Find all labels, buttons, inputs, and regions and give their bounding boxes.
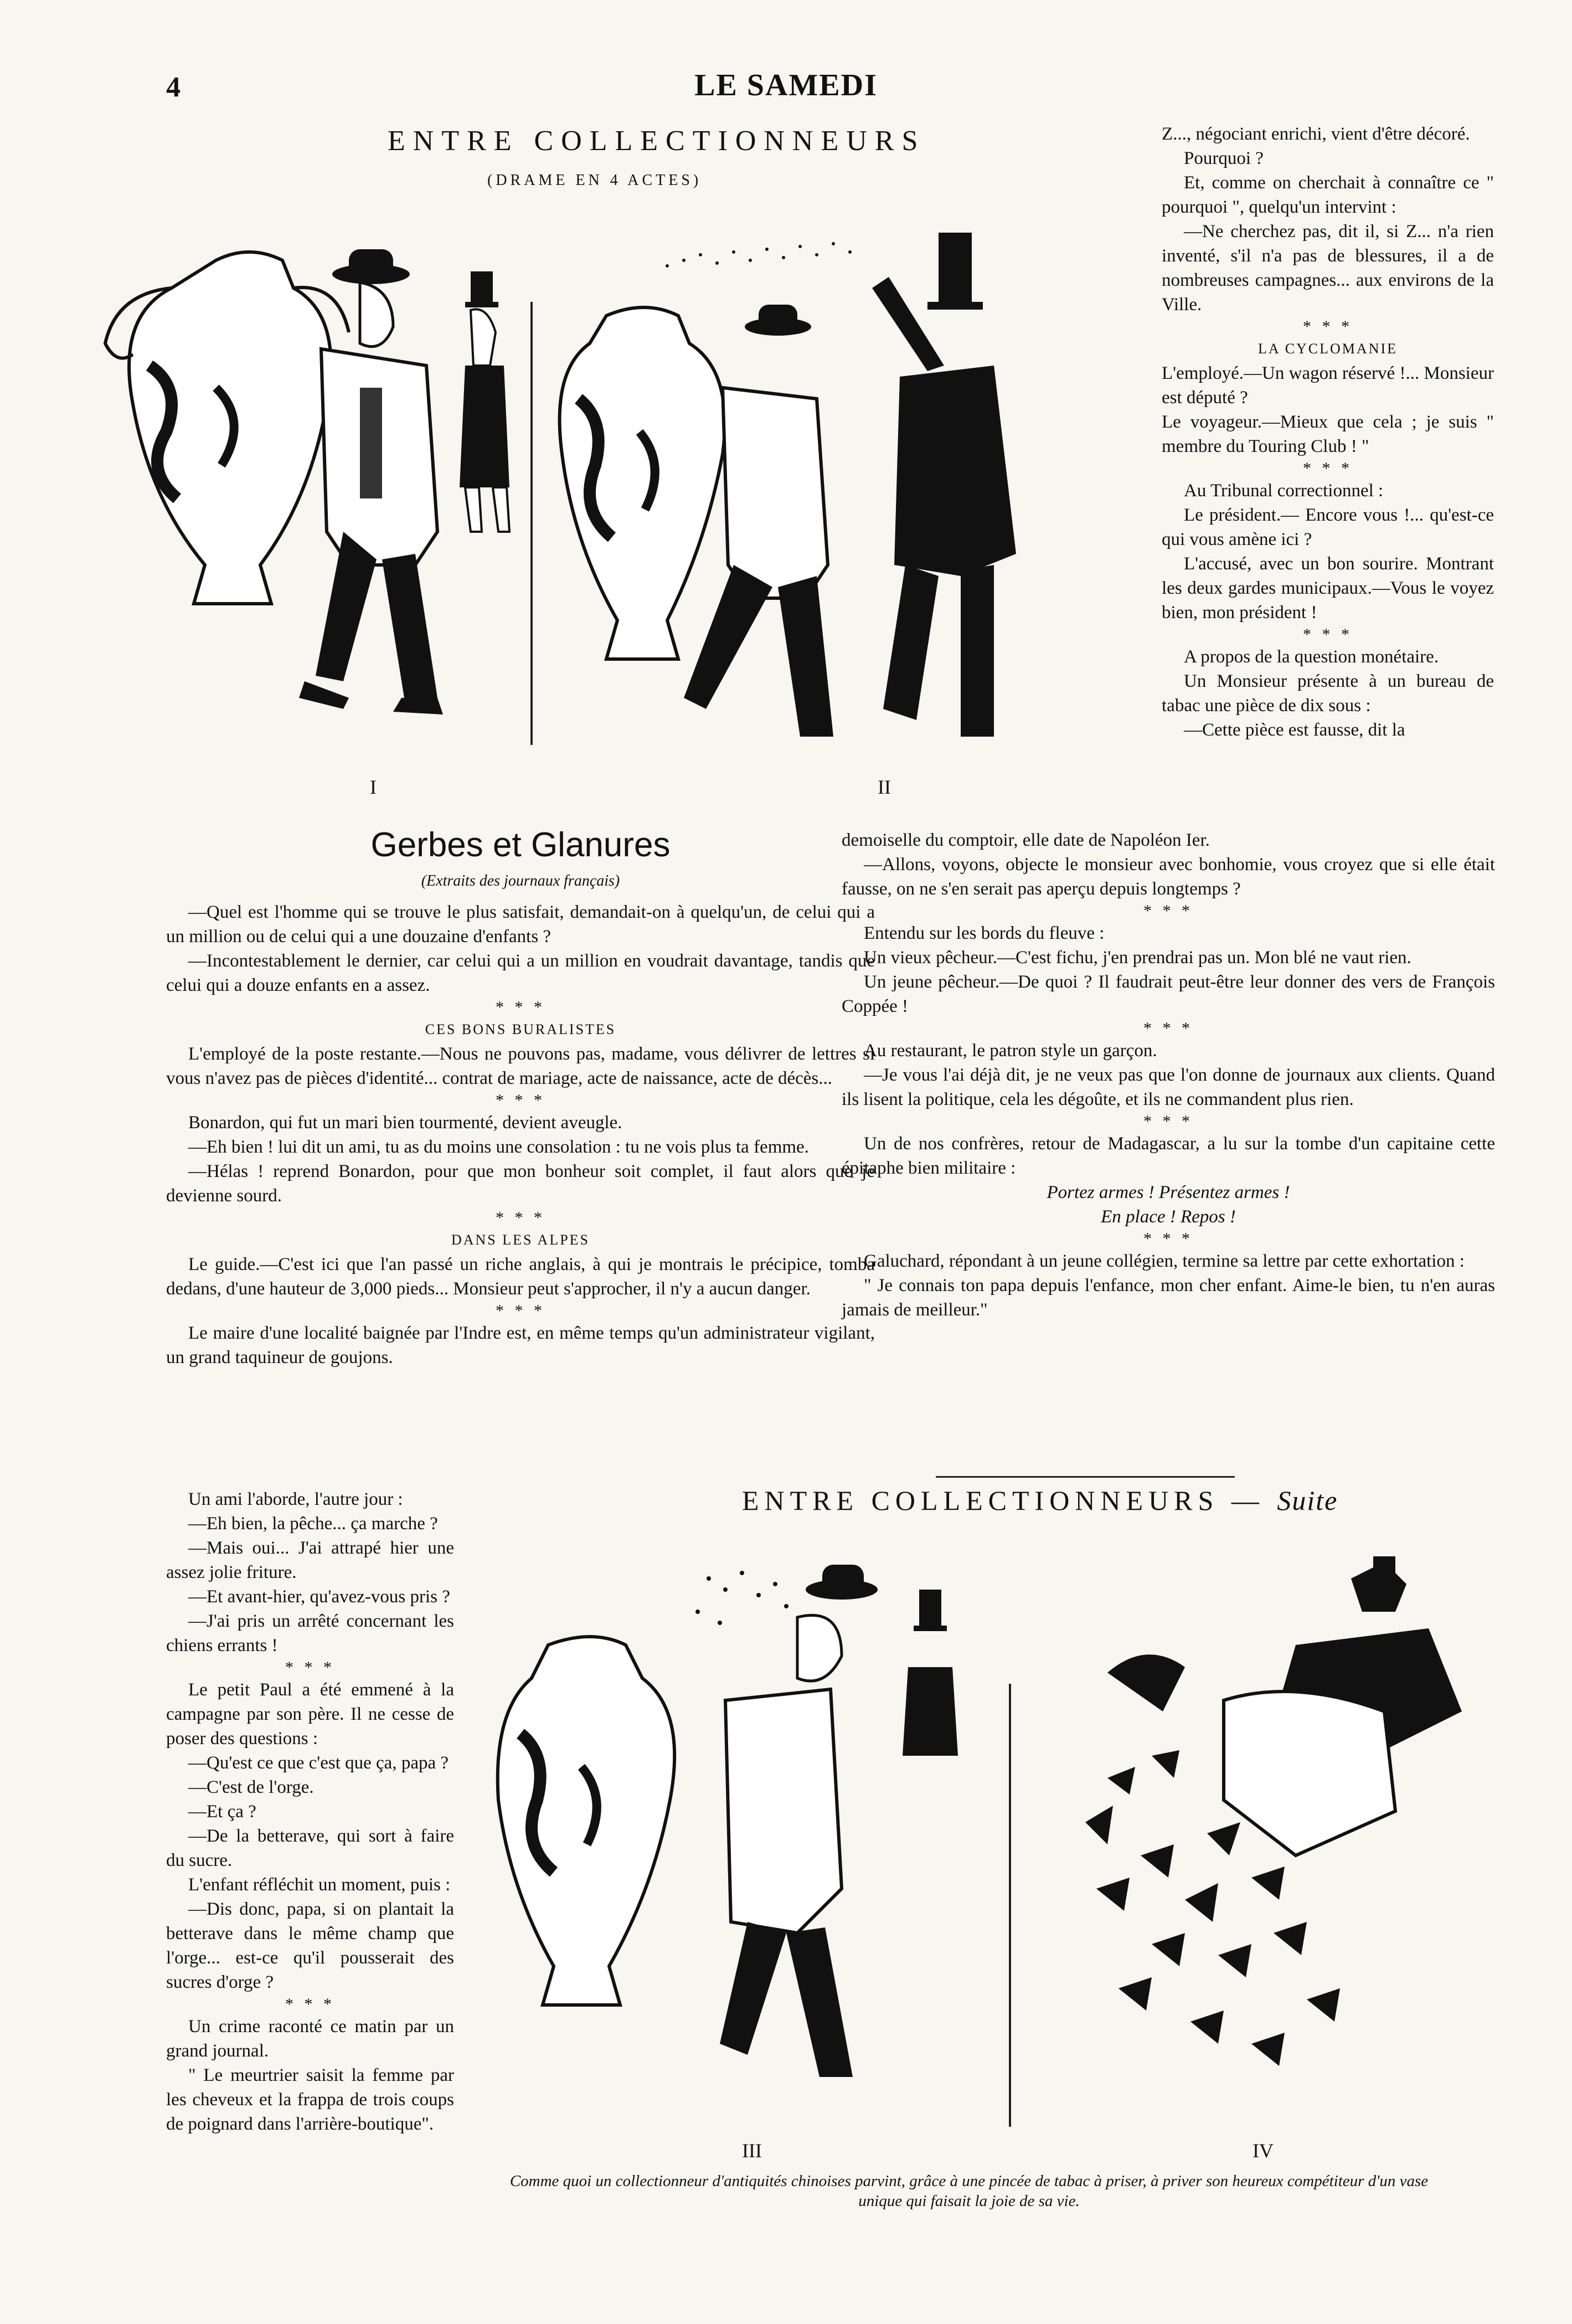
separator: * * * bbox=[496, 1302, 545, 1320]
text-paragraph: A propos de la question monétaire. bbox=[1184, 647, 1439, 667]
strip2-title-suffix: Suite bbox=[1277, 1485, 1338, 1516]
text-paragraph: Au Tribunal correctionnel : bbox=[1184, 481, 1384, 501]
strip2-title bbox=[742, 1484, 1338, 1516]
text-paragraph: Le petit Paul a été emmené à la campagne par son père. Il ne cesse de poser des questions : bbox=[166, 1680, 454, 1749]
text-paragraph: Z..., négociant enrichi, vient d'être décoré. bbox=[1162, 124, 1470, 144]
text-paragraph: " Je connais ton papa depuis l'enfance, mon cher enfant. Aime-le bien, tu n'en auras jamais de meilleur." bbox=[842, 1276, 1495, 1320]
panel-3-label: III bbox=[742, 2140, 762, 2162]
section-heading: DANS LES ALPES bbox=[451, 1232, 590, 1248]
panel-divider bbox=[530, 302, 533, 745]
text-paragraph: Le maire d'une localité baignée par l'Indre est, en même temps qu'un administrateur vigilant, un grand taquineur de goujons. bbox=[166, 1323, 875, 1367]
text-paragraph: —Dis donc, papa, si on plantait la betterave dans le même champ que l'orge... est-ce qu'il pousserait des sucres d'orge ? bbox=[166, 1899, 454, 1992]
separator: * * * bbox=[1303, 459, 1353, 477]
text-paragraph: —Incontestablement le dernier, car celui qui a un million en voudrait davantage, tandis que celui qui a douze enfants en a assez. bbox=[166, 951, 875, 995]
separator: * * * bbox=[1143, 1112, 1193, 1130]
section-title: Gerbes et Glanures bbox=[370, 826, 671, 864]
figure-caption: Comme quoi un collectionneur d'antiquités chinoises parvint, grâce à une pincée de tabac à priser, à priver son heureux compétiteur d'un vase unique qui faisait la joie de sa vie. bbox=[509, 2172, 1429, 2210]
text-paragraph: —Cette pièce est fausse, dit la bbox=[1184, 720, 1405, 740]
text-paragraph: —Et ça ? bbox=[188, 1802, 256, 1822]
text-paragraph: Un vieux pêcheur.—C'est fichu, j'en prendrai pas un. Mon blé ne vaut rien. bbox=[864, 948, 1411, 968]
epitaph-line: En place ! Repos ! bbox=[1101, 1207, 1236, 1227]
separator: * * * bbox=[1143, 1230, 1193, 1248]
text-paragraph: L'accusé, avec un bon sourire. Montrant les deux gardes municipaux.—Vous le voyez bien, mon président ! bbox=[1162, 554, 1494, 623]
text-paragraph: Un ami l'aborde, l'autre jour : bbox=[188, 1489, 403, 1509]
text-paragraph: —Et avant-hier, qu'avez-vous pris ? bbox=[188, 1587, 450, 1607]
gerbes-column bbox=[166, 900, 875, 1370]
text-paragraph: L'employé.—Un wagon réservé !... Monsieur est député ? bbox=[1162, 363, 1494, 408]
text-paragraph: Galuchard, répondant à un jeune collégien, termine sa lettre par cette exhortation : bbox=[864, 1251, 1465, 1271]
title-rule bbox=[936, 1476, 1235, 1478]
text-paragraph: Un de nos confrères, retour de Madagascar, a lu sur la tombe d'un capitaine cette épitaphe bien militaire : bbox=[842, 1134, 1495, 1178]
text-paragraph: —Je vous l'ai déjà dit, je ne veux pas que l'on donne de journaux aux clients. Quand ils lisent la politique, cela les dégoûte, et ils ne commandent plus rien. bbox=[842, 1065, 1495, 1109]
separator: * * * bbox=[285, 1658, 335, 1677]
text-paragraph: Au restaurant, le patron style un garçon. bbox=[864, 1041, 1157, 1061]
section-heading: CES BONS BURALISTES bbox=[425, 1021, 616, 1037]
masthead: LE SAMEDI bbox=[694, 68, 878, 102]
text-paragraph: —Ne cherchez pas, dit il, si Z... n'a rien inventé, s'il n'a pas de blessures, il a de nombreuses campagnes... aux environs de la Ville. bbox=[1162, 222, 1494, 315]
section-subtitle: (Extraits des journaux français) bbox=[421, 872, 620, 890]
section-heading: LA CYCLOMANIE bbox=[1257, 341, 1398, 357]
text-paragraph: L'enfant réfléchit un moment, puis : bbox=[188, 1875, 451, 1895]
text-paragraph: —Qu'est ce que c'est que ça, papa ? bbox=[188, 1753, 449, 1773]
middle-column bbox=[842, 828, 1495, 1322]
text-paragraph: Et, comme on cherchait à connaître ce " pourquoi ", quelqu'un intervint : bbox=[1162, 173, 1494, 217]
strip1-subtitle: (DRAME EN 4 ACTES) bbox=[487, 172, 702, 189]
separator: * * * bbox=[1143, 1019, 1193, 1037]
text-paragraph: —Hélas ! reprend Bonardon, pour que mon bonheur soit complet, il faut alors que je devienne sourd. bbox=[166, 1161, 875, 1206]
text-paragraph: Le guide.—C'est ici que l'an passé un riche anglais, à qui je montrais le précipice, tomba dedans, d'une hauteur de 3,000 pieds... Monsieur peut s'approcher, il n'y a aucun danger. bbox=[166, 1254, 875, 1299]
panel-1-illustration bbox=[83, 222, 520, 775]
text-paragraph: —Allons, voyons, objecte le monsieur avec bonhomie, vous croyez que si elle était fausse, on ne s'en serait pas aperçu depuis longtemps ? bbox=[842, 855, 1495, 899]
text-paragraph: —Quel est l'homme qui se trouve le plus satisfait, demandait-on à quelqu'un, de celui qui a un million ou de celui qui a une douzaine d'enfants ? bbox=[166, 902, 875, 947]
panel-divider bbox=[1009, 1684, 1011, 2127]
text-paragraph: Un Monsieur présente à un bureau de tabac une pièce de dix sous : bbox=[1162, 671, 1494, 716]
text-paragraph: L'employé de la poste restante.—Nous ne pouvons pas, madame, vous délivrer de lettres si vous n'avez pas de pièces d'identité... contrat de mariage, acte de naissance, acte de décès... bbox=[166, 1044, 875, 1088]
strip1-title: ENTRE COLLECTIONNEURS bbox=[388, 125, 926, 157]
text-paragraph: —Mais oui... J'ai attrapé hier une assez jolie friture. bbox=[166, 1538, 454, 1582]
text-paragraph: —Eh bien ! lui dit un ami, tu as du moins une consolation : tu ne vois plus ta femme. bbox=[188, 1137, 809, 1157]
separator: * * * bbox=[1143, 902, 1193, 920]
text-paragraph: Entendu sur les bords du fleuve : bbox=[864, 923, 1105, 943]
strip2-title-text: ENTRE COLLECTIONNEURS — bbox=[742, 1485, 1265, 1516]
separator: * * * bbox=[496, 1209, 545, 1227]
text-paragraph: Un crime raconté ce matin par un grand journal. bbox=[166, 2017, 454, 2061]
text-paragraph: Le voyageur.—Mieux que cela ; je suis " membre du Touring Club ! " bbox=[1162, 412, 1494, 456]
panel-4-label: IV bbox=[1253, 2140, 1274, 2162]
text-paragraph: —J'ai pris un arrêté concernant les chiens errants ! bbox=[166, 1611, 454, 1655]
text-paragraph: Le président.— Encore vous !... qu'est-ce qui vous amène ici ? bbox=[1162, 505, 1494, 549]
panel-2-label: II bbox=[878, 776, 891, 798]
separator: * * * bbox=[496, 1091, 545, 1109]
panel-4-illustration bbox=[1041, 1545, 1517, 2132]
text-paragraph: —De la betterave, qui sort à faire du sucre. bbox=[166, 1826, 454, 1870]
text-paragraph: demoiselle du comptoir, elle date de Napoléon Ier. bbox=[842, 830, 1210, 850]
text-paragraph: —C'est de l'orge. bbox=[188, 1777, 314, 1797]
separator: * * * bbox=[1303, 625, 1353, 644]
text-paragraph: " Le meurtrier saisit la femme par les cheveux et la frappa de trois coups de poignard dans l'arrière-boutique". bbox=[166, 2065, 454, 2134]
left-lower-column bbox=[166, 1487, 454, 2136]
text-paragraph: Un jeune pêcheur.—De quoi ? Il faudrait peut-être leur donner des vers de François Coppée ! bbox=[842, 972, 1495, 1016]
page-number: 4 bbox=[166, 71, 181, 103]
panel-3-illustration bbox=[487, 1545, 986, 2132]
epitaph-line: Portez armes ! Présentez armes ! bbox=[1047, 1182, 1290, 1202]
panel-2-illustration bbox=[540, 222, 1121, 775]
text-paragraph: Bonardon, qui fut un mari bien tourmenté, devient aveugle. bbox=[188, 1113, 622, 1133]
separator: * * * bbox=[1303, 317, 1353, 336]
panel-1-label: I bbox=[370, 776, 377, 798]
separator: * * * bbox=[285, 1995, 335, 2013]
text-paragraph: Pourquoi ? bbox=[1184, 148, 1264, 168]
right-column bbox=[1162, 122, 1494, 742]
separator: * * * bbox=[496, 998, 545, 1016]
text-paragraph: —Eh bien, la pêche... ça marche ? bbox=[188, 1514, 438, 1534]
